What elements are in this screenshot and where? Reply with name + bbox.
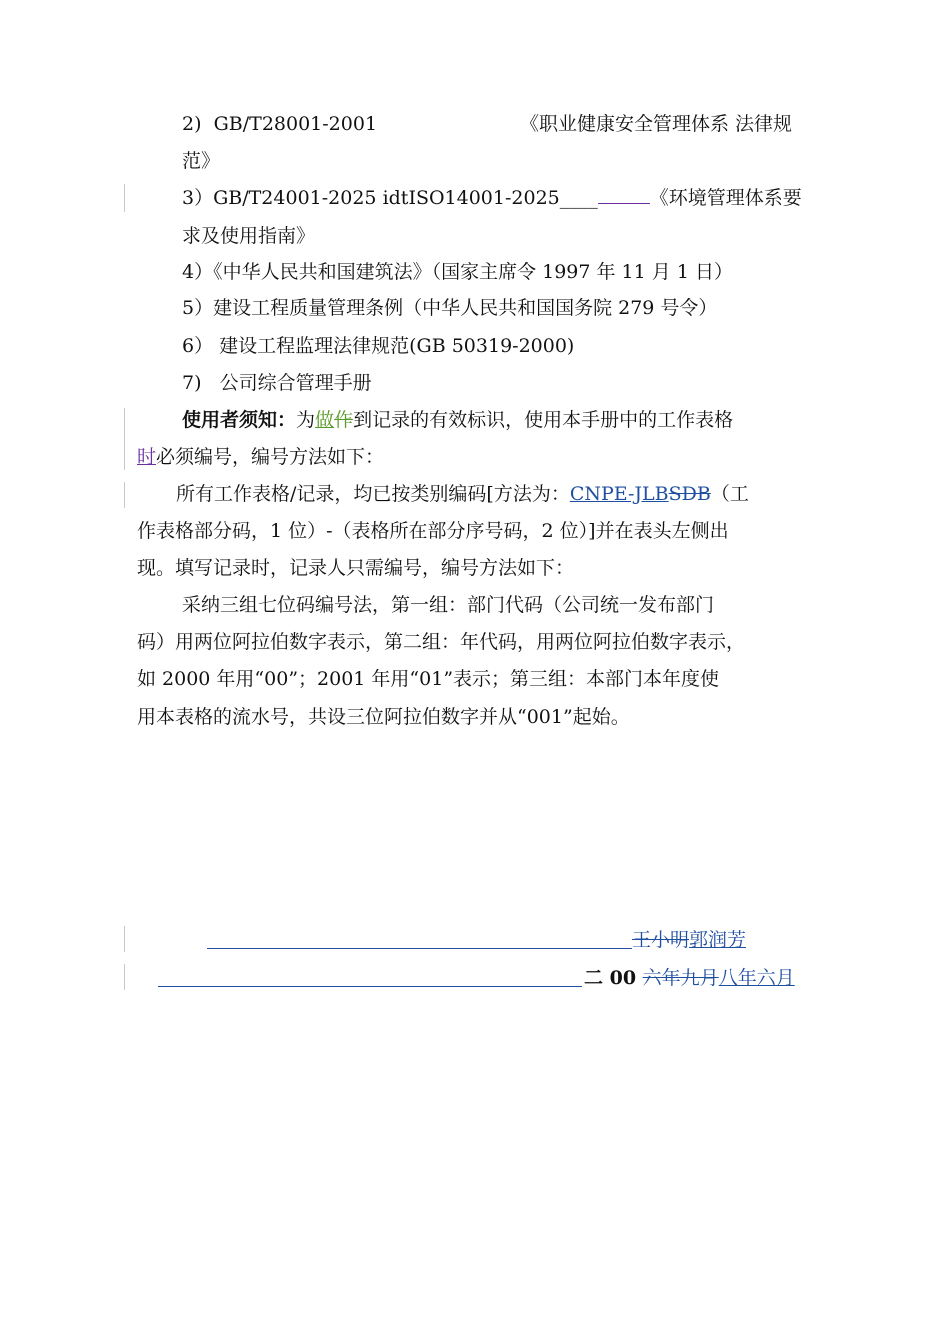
reference-3: 3）GB/T24001-2025 idtISO14001-2025____ 《环境管理体系要 [182,187,802,209]
deleted-code: SDB [668,483,711,505]
change-bar [124,184,125,212]
reference-2 [182,110,377,138]
inserted-text: 做 [315,409,335,431]
signature-date: 二 00 六年九月八年六月 [584,967,795,989]
date-underline [158,986,582,987]
user-notice-cont: 时必须编号，编号方法如下： [137,446,385,468]
numbering-paragraph-line2: 码）用两位阿拉伯数字表示，第二组：年代码，用两位阿拉伯数字表示， [137,631,746,653]
reference-2-title-cont: 范》 [182,150,221,172]
blank-gap: ____ [559,187,598,209]
coding-paragraph-line3: 现。填写记录时，记录人只需编号，编号方法如下： [137,557,575,579]
numbering-paragraph: 采纳三组七位码编号法，第一组：部门代码（公司统一发布部门 [182,594,715,616]
change-bar [124,408,125,470]
inserted-text: 时 [137,446,157,468]
change-bar [124,964,125,990]
deleted-text: 作 [334,409,354,431]
change-bar [124,926,125,952]
reference-5: 5）建设工程质量管理条例（中华人民共和国国务院 279 号令） [182,297,718,319]
signature-underline [207,948,632,949]
inserted-rule [598,187,650,204]
coding-paragraph: 所有工作表格/记录，均已按类别编码[方法为：CNPE-JLBSDB（工 [176,483,749,505]
ref-number: 2) [182,113,202,135]
ref-code: GB/T28001-2001 [213,113,378,135]
numbering-paragraph-line3: 如 2000 年用“00”；2001 年用“01”表示；第三组：本部门本年度使 [137,668,720,690]
numbering-paragraph-line4: 用本表格的流水号，共设三位阿拉伯数字并从“001”起始。 [137,706,630,728]
reference-7: 7) 公司综合管理手册 [182,372,372,394]
signature-name [632,926,746,954]
deleted-date: 六年九月 [642,967,719,989]
reference-4: 4）《中华人民共和国建筑法》（国家主席令 1997 年 11 月 1 日） [182,261,733,283]
reference-6: 6） 建设工程监理法律规范(GB 50319-2000) [182,335,575,357]
inserted-date: 八年六月 [718,967,795,989]
ref-title: 《环境管理体系要 [649,187,802,209]
user-notice: 使用者须知：为做作到记录的有效标识，使用本手册中的工作表格 [182,409,734,431]
change-bar [124,482,125,508]
ref-code: GB/T24001-2025 idtISO14001-2025 [213,187,560,209]
notice-label: 使用者须知： [182,409,297,431]
reference-3-title-cont: 求及使用指南》 [182,225,316,247]
inserted-code: CNPE-JLB [569,483,669,505]
coding-paragraph-line2: 作表格部分码，1 位）-（表格所在部分序号码，2 位）]并在表头左侧出 [137,520,729,542]
inserted-name: 郭润芳 [689,929,747,951]
reference-2-title: 《职业健康安全管理体系 法律规 [520,113,793,135]
deleted-name: 王小明 [632,929,690,951]
